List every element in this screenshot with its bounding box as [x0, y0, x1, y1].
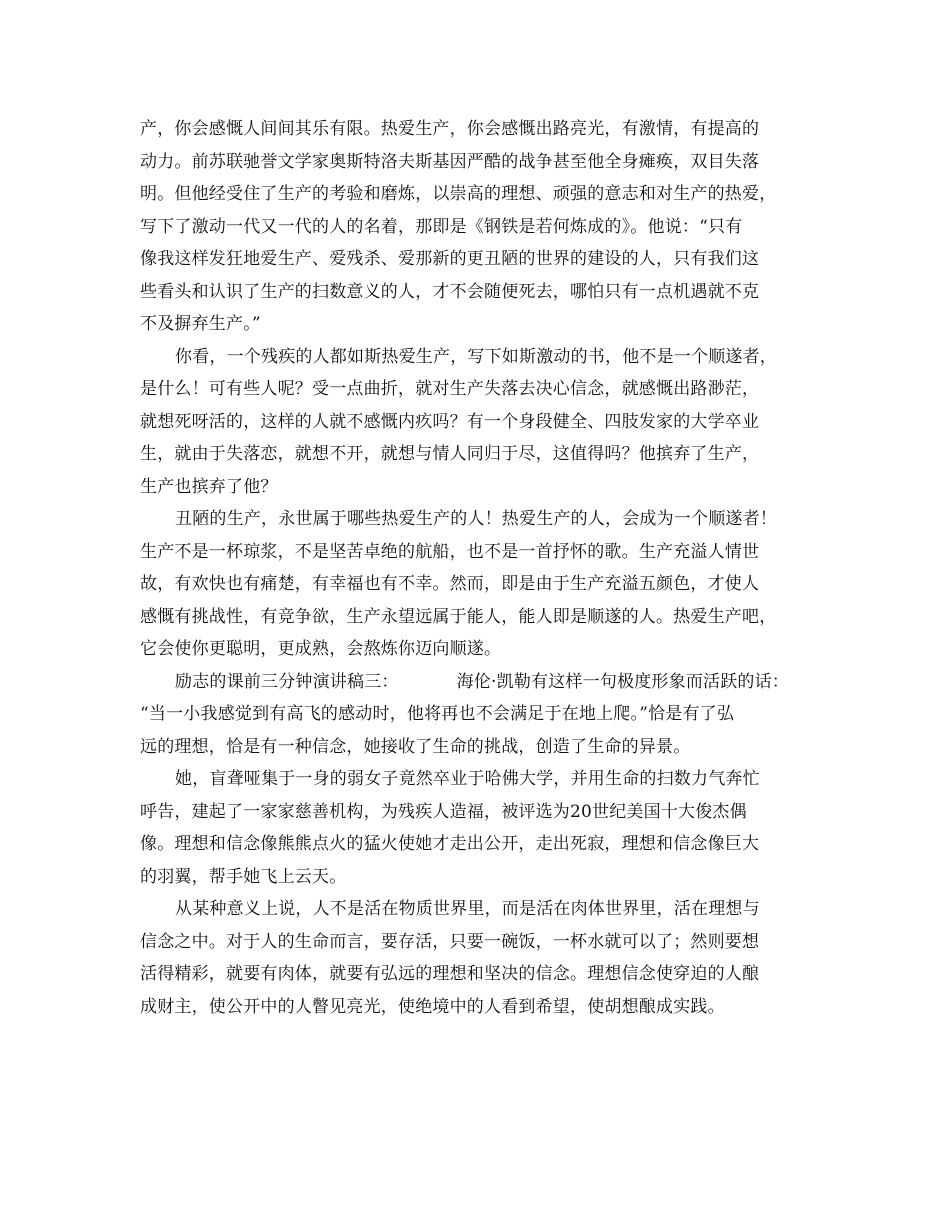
paragraph-3	[140, 503, 820, 666]
text-line: 生，就由于失落恋，就想不开，就想与情人同归于尽，这值得吗？他摈弃了生产，	[140, 444, 760, 464]
text-line: 故，有欢快也有痛楚，有幸福也有不幸。然而，即是由于生产充溢五颜色，才使人	[140, 574, 760, 594]
text-line: 呼告，建起了一家家慈善机构，为残疾人造福，被评选为20世纪美国十大俊杰偶	[140, 801, 747, 822]
text-line: 像我这样发狂地爱生产、爱残杀、爱那新的更丑陋的世界的建设的人，只有我们这	[140, 249, 760, 269]
speech-opening: 海伦·凯勒有这样一句极度形象而活跃的话：	[456, 671, 790, 692]
text-line: 是什么！可有些人呢？受一点曲折，就对生产失落去决心信念，就感慨出路渺茫，	[140, 379, 760, 399]
text-line: 不及摒弃生产。”	[140, 314, 261, 334]
document-body	[140, 113, 820, 1023]
text-line: 你看，一个残疾的人都如斯热爱生产，写下如斯激动的书，他不是一个顺遂者，	[175, 346, 777, 367]
text-line: 动力。前苏联驰誉文学家奥斯特洛夫斯基因严酷的战争甚至他全身瘫痪，双目失落	[140, 151, 760, 172]
text-line	[140, 666, 820, 699]
text-line: 生产不是一杯琼浆，不是坚苦卓绝的航船，也不是一首抒怀的歌。生产充溢人情世	[140, 541, 760, 562]
text-line: 活得精彩，就要有肉体，就要有弘远的理想和坚决的信念。理想信念使穿迫的人酿	[140, 964, 760, 984]
text-line: 远的理想，恰是有一种信念，她接收了生命的挑战，创造了生命的异景。	[140, 736, 691, 757]
speech-heading: 励志的课前三分钟演讲稿三：	[175, 671, 399, 692]
text-line: 生产也摈弃了他？	[140, 476, 278, 497]
text-line: 它会使你更聪明，更成熟，会熬炼你迈向顺遂。	[140, 639, 502, 659]
text-line: 明。但他经受住了生产的考验和磨炼，以崇高的理想、顽强的意志和对生产的热爱，	[140, 184, 777, 204]
paragraph-6	[140, 893, 820, 1023]
text-line: 丑陋的生产，永世属于哪些热爱生产的人！热爱生产的人，会成为一个顺遂者！	[175, 509, 777, 529]
text-line: 感慨有挑战性，有竞争欲，生产永望远属于能人，能人即是顺遂的人。热爱生产吧，	[140, 606, 777, 627]
text-line: 她，盲聋哑集于一身的弱女子竟然卒业于哈佛大学，并用生命的扫数力气奔忙	[175, 769, 760, 789]
text-line: 些看头和认识了生产的扫数意义的人，才不会随便死去，哪怕只有一点机遇就不克	[140, 281, 760, 302]
text-line: 产，你会感慨人间间其乐有限。热爱生产，你会感慨出路亮光，有激情，有提高的	[140, 119, 760, 139]
text-line: 的羽翼，帮手她飞上云天。	[140, 866, 347, 887]
text-line: 写下了激动一代又一代的人的名着，那即是《钢铁是若何炼成的》。他说：“只有	[140, 216, 743, 237]
paragraph-2	[140, 341, 820, 504]
paragraph-5	[140, 763, 820, 893]
paragraph-4	[140, 666, 820, 764]
paragraph-1	[140, 113, 820, 341]
text-line: 成财主，使公开中的人瞥见亮光，使绝境中的人看到希望，使胡想酿成实践。	[140, 996, 725, 1017]
text-line: “当一小我感觉到有高飞的感动时，他将再也不会满足于在地上爬。”恰是有了弘	[140, 704, 735, 724]
text-line: 信念之中。对于人的生命而言，要存活，只要一碗饭，一杯水就可以了；然则要想	[140, 931, 760, 952]
text-line: 像。理想和信念像熊熊点火的猛火使她才走出公开，走出死寂，理想和信念像巨大	[140, 834, 760, 854]
text-line: 就想死呀活的，这样的人就不感慨内疚吗？有一个身段健全、四肢发家的大学卒业	[140, 411, 760, 432]
text-line: 从某种意义上说，人不是活在物质世界里，而是活在肉体世界里，活在理想与	[175, 899, 760, 919]
